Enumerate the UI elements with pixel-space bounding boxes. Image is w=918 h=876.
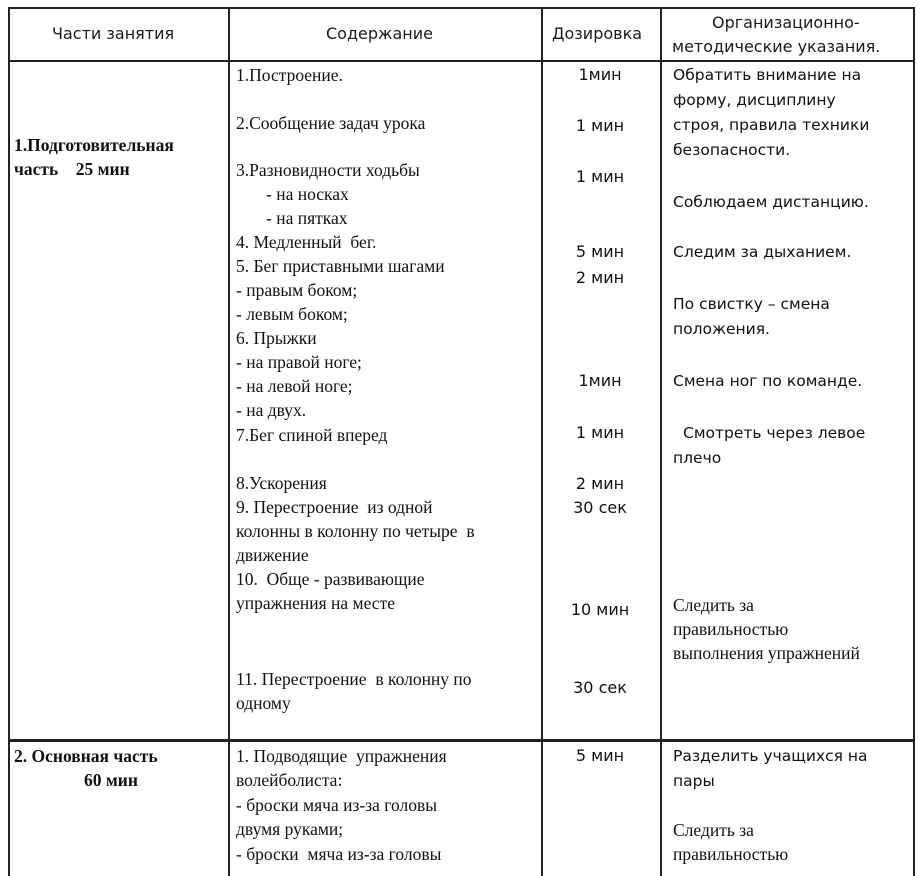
content-line: упражнения на месте [236,593,395,613]
header-dose: Дозировка [552,24,643,43]
content-line: - на двух. [236,400,307,420]
note-line: безопасности. [673,141,791,159]
content-line: двумя руками; [236,819,344,839]
content-line: 3.Разновидности ходьбы [236,160,420,180]
note-line: Разделить учащихся на [673,747,868,765]
note-line: По свистку – смена [673,295,830,313]
column-line-right [913,7,915,876]
note-line: пары [673,772,715,790]
content-line: 8.Ускорения [236,473,327,493]
content-line: 9. Перестроение из одной [236,497,433,517]
content-line: движение [236,545,309,565]
column-line-1 [228,7,230,876]
note-line: Обратить внимание на [673,66,862,84]
section2-title-line1: 2. Основная часть [14,746,158,766]
content-line: 4. Медленный бег. [236,232,377,252]
dose-cell: 2 мин [575,268,625,287]
column-line-3 [660,7,662,876]
note-line: положения. [673,320,770,338]
column-line-2 [541,7,543,876]
header-divider [8,60,915,62]
note-line: правильностью [673,844,789,864]
content-line: колонны в колонну по четыре в [236,521,475,541]
content-line: - на пятках [266,208,348,228]
note-line: правильностью [673,619,789,639]
table-border-top [8,7,915,9]
content-line: 5. Бег приставными шагами [236,256,445,276]
note-line: форму, дисциплину [673,91,836,109]
content-line: - левым боком; [236,304,348,324]
dose-cell: 30 сек [573,678,627,697]
column-line-left [8,7,10,876]
content-line: волейболиста: [236,770,343,790]
header-notes-line2: методические указания. [672,37,881,56]
note-line: Следить за [673,595,754,615]
note-line: выполнения упражнений [673,643,860,663]
note-line: Смена ног по команде. [673,372,863,390]
header-part: Части занятия [52,24,175,43]
dose-cell: 1 мин [575,423,625,442]
note-line: Смотреть через левое [683,424,866,442]
dose-cell: 5 мин [575,242,625,261]
content-line: - на левой ноге; [236,376,353,396]
section2-title-line2: 60 мин [84,770,138,790]
content-line: - на правой ноге; [236,352,362,372]
dose-cell: 1 мин [575,116,625,135]
header-notes-line1: Организационно- [712,13,860,32]
content-line: - броски мяча из-за головы [236,795,438,815]
dose-cell: 1мин [578,371,622,390]
content-line: 2.Сообщение задач урока [236,113,426,133]
dose-cell: 5 мин [575,746,625,765]
note-line: Следим за дыханием. [673,243,852,261]
dose-cell: 1 мин [575,167,625,186]
content-line: 1.Построение. [236,65,343,85]
note-line: строя, правила техники [673,116,870,134]
dose-cell: 1мин [578,65,622,84]
header-content: Содержание [326,24,433,43]
note-line: Следить за [673,820,754,840]
content-line: 11. Перестроение в колонну по [236,669,472,689]
content-line: - правым боком; [236,280,358,300]
dose-cell: 30 сек [573,498,627,517]
section-divider [8,739,915,742]
dose-cell: 10 мин [570,600,630,619]
dose-cell: 2 мин [575,474,625,493]
content-line: 6. Прыжки [236,328,317,348]
content-line: - броски мяча из-за головы [236,844,442,864]
section1-title-line1: 1.Подготовительная [14,135,174,155]
content-line: 10. Обще - развивающие [236,569,425,589]
content-line: 1. Подводящие упражнения [236,746,447,766]
note-line: Соблюдаем дистанцию. [673,193,869,211]
note-line: плечо [673,449,722,467]
section1-title-line2: часть 25 мин [14,159,130,179]
content-line: одному [236,693,291,713]
content-line: - на носках [266,184,349,204]
content-line: 7.Бег спиной вперед [236,425,388,445]
